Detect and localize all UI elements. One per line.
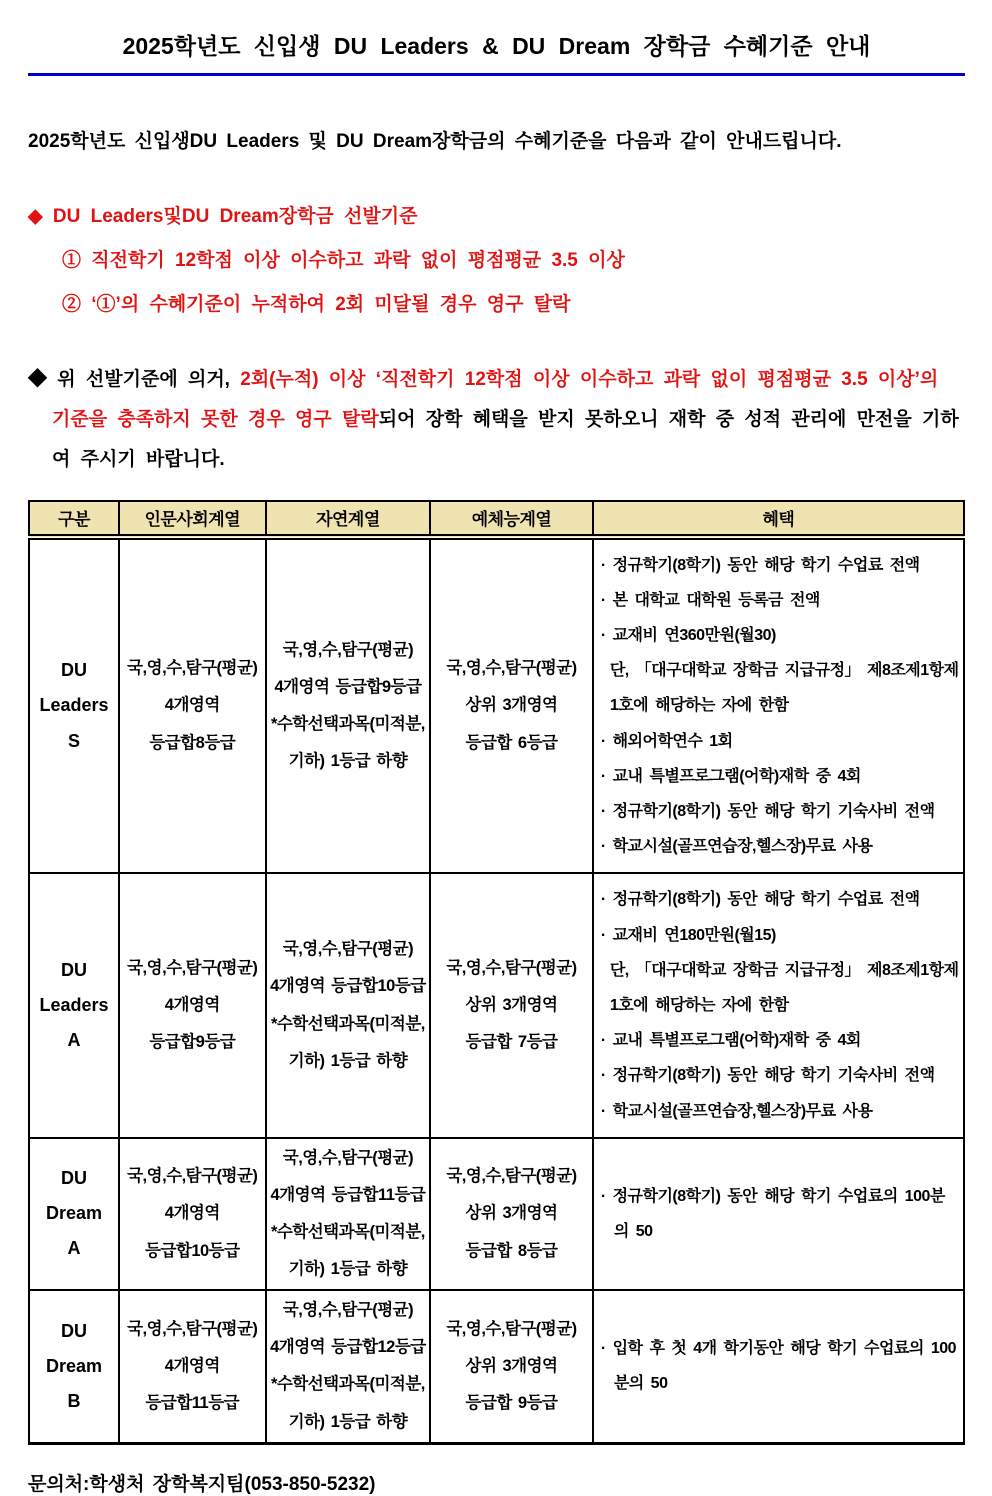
grade-cell: DU Dream A — [29, 1138, 119, 1291]
header-cell-arts: 예체능계열 — [430, 501, 593, 537]
table-row — [29, 1290, 964, 1443]
benefit-item: 단, 「대구대학교 장학금 지급규정」 제8조제1항제1호에 해당하는 자에 한함 — [609, 662, 959, 715]
benefit-item: · 교내 특별프로그램(어학)재학 중 4회 — [600, 767, 861, 785]
benefit-item: · 교재비 연180만원(월15) — [600, 926, 776, 944]
benefit-item: · 입학 후 첫 4개 학기동안 해당 학기 수업료의 100분의 50 — [600, 1340, 957, 1393]
benefit-item: · 정규학기(8학기) 동안 해당 학기 기숙사비 전액 — [600, 803, 935, 820]
natural-sciences-cell: 국,영,수,탐구(평균) 4개영역 등급합11등급 *수학선택과목(미적분, 기하) 1등급 하향 — [266, 1138, 431, 1291]
table-body — [29, 537, 964, 1444]
contact-info: 문의처:학생처 장학복지팀(053-850-5232) — [28, 1473, 376, 1495]
arts-cell: 국,영,수,탐구(평균) 상위 3개영역 등급합 8등급 — [430, 1138, 593, 1291]
scholarship-table — [28, 500, 965, 1445]
header-cell-benefits: 혜택 — [593, 501, 964, 537]
diamond-icon: ◆ — [28, 205, 43, 227]
notice-suffix: 되어 장학 혜택을 받지 못하오니 재학 중 성적 관리에 만전을 기하여 주시기 바랍니다. — [52, 409, 959, 471]
notice-section — [28, 360, 965, 481]
benefit-item: · 학교시설(골프연습장,헬스장)무료 사용 — [600, 1102, 873, 1120]
benefit-item: · 정규학기(8학기) 동안 해당 학기 수업료 전액 — [600, 556, 920, 574]
criteria-item: ① 직전학기 12학점 이상 이수하고 과락 없이 평점평균 3.5 이상 — [62, 249, 625, 271]
header-cell-natural-sciences: 자연계열 — [266, 501, 431, 537]
grade-cell: DU Leaders A — [29, 873, 119, 1137]
natural-sciences-cell: 국,영,수,탐구(평균) 4개영역 등급합12등급 *수학선택과목(미적분, 기하) 1등급 하향 — [266, 1290, 431, 1443]
humanities-cell: 국,영,수,탐구(평균) 4개영역 등급합9등급 — [119, 873, 266, 1137]
header-cell-category: 구분 — [29, 501, 119, 537]
benefit-item: 단, 「대구대학교 장학금 지급규정」 제8조제1항제1호에 해당하는 자에 한함 — [609, 961, 959, 1014]
criteria-heading-text: DU Leaders및DU Dream장학금 선발기준 — [52, 205, 418, 227]
diamond-icon: ◆ — [28, 368, 48, 390]
page-title: 2025학년도 신입생 DU Leaders & DU Dream 장학금 수혜기준 안내 — [28, 24, 965, 76]
criteria-heading — [28, 201, 965, 228]
natural-sciences-cell: 국,영,수,탐구(평균) 4개영역 등급합9등급 *수학선택과목(미적분, 기하) 1등급 하향 — [266, 537, 431, 874]
benefit-item: · 해외어학연수 1회 — [600, 732, 733, 750]
benefit-item: · 정규학기(8학기) 동안 해당 학기 수업료 전액 — [600, 891, 920, 909]
benefits-cell — [593, 1138, 964, 1291]
benefit-item: · 정규학기(8학기) 동안 해당 학기 수업료의 100분의 50 — [600, 1187, 945, 1240]
notice-highlight: 2회(누적) 이상 ‘직전학기 12학점 이상 이수하고 과락 없이 평점평균 3.5 이상’의 기준을 충족하지 못한 경우 영구 탈락 — [52, 368, 939, 431]
notice-prefix: 위 선발기준에 의거, — [57, 368, 241, 390]
criteria-section — [28, 201, 965, 316]
benefit-item: · 정규학기(8학기) 동안 해당 학기 기숙사비 전액 — [600, 1067, 935, 1085]
benefit-item: · 본 대학교 대학원 등록금 전액 — [600, 591, 820, 609]
benefit-item: · 학교시설(골프연습장,헬스장)무료 사용 — [600, 838, 873, 856]
arts-cell: 국,영,수,탐구(평균) 상위 3개영역 등급합 7등급 — [430, 873, 593, 1137]
benefits-cell — [593, 873, 964, 1137]
humanities-cell: 국,영,수,탐구(평균) 4개영역 등급합10등급 — [119, 1138, 266, 1291]
benefit-item: · 교재비 연360만원(월30) — [600, 627, 776, 645]
humanities-cell: 국,영,수,탐구(평균) 4개영역 등급합8등급 — [119, 537, 266, 874]
arts-cell: 국,영,수,탐구(평균) 상위 3개영역 등급합 6등급 — [430, 537, 593, 874]
intro-text: 2025학년도 신입생DU Leaders 및 DU Dream장학금의 수혜기준을 다음과 같이 안내드립니다. — [28, 130, 842, 152]
humanities-cell: 국,영,수,탐구(평균) 4개영역 등급합11등급 — [119, 1290, 266, 1443]
header-cell-humanities: 인문사회계열 — [119, 501, 266, 537]
grade-cell: DU Leaders S — [29, 537, 119, 874]
benefits-cell — [593, 537, 964, 874]
table-header-row — [29, 501, 964, 537]
benefit-item: · 교내 특별프로그램(어학)재학 중 4회 — [600, 1032, 861, 1050]
table-row — [29, 537, 964, 874]
table-row — [29, 873, 964, 1137]
grade-cell: DU Dream B — [29, 1290, 119, 1443]
benefits-cell — [593, 1290, 964, 1443]
arts-cell: 국,영,수,탐구(평균) 상위 3개영역 등급합 9등급 — [430, 1290, 593, 1443]
table-row — [29, 1138, 964, 1291]
criteria-item: ② ‘①’의 수혜기준이 누적하여 2회 미달될 경우 영구 탈락 — [62, 293, 571, 315]
natural-sciences-cell: 국,영,수,탐구(평균) 4개영역 등급합10등급 *수학선택과목(미적분, 기하) 1등급 하향 — [266, 873, 431, 1137]
